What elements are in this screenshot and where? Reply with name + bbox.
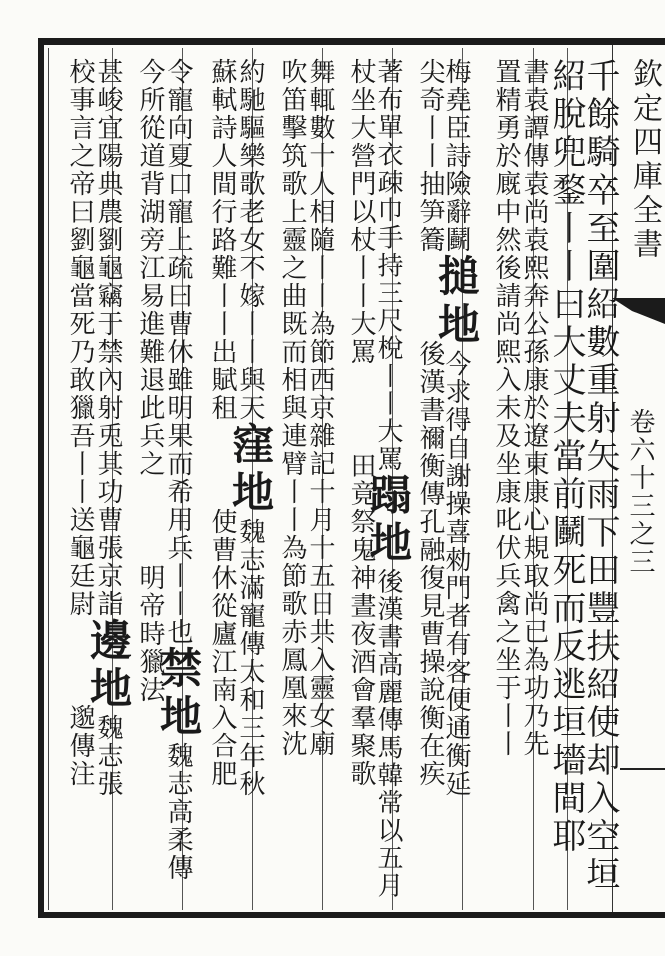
- column-text-tail: 後漢書高麗傳馬韓常以五月: [373, 567, 403, 900]
- banxin-lower-rule: [620, 768, 665, 770]
- column-text-lead: 著布單衣疎巾手持三尺梲丨丨大罵: [373, 58, 403, 473]
- column-text-lead: 甚峻宜陽典農劉龜竊于禁內射兎其功曹張京詣: [93, 58, 123, 618]
- entry-headword: 搥地: [432, 254, 481, 350]
- entry-headword: 禁地: [154, 646, 203, 742]
- column-text: 置精勇於廐中然後請尚熙入未及坐康叱伏兵禽之坐于丨丨: [491, 58, 521, 758]
- column-text: 千餘騎卒至圍紹數重射矢雨下田豐扶紹使却入空垣: [580, 58, 620, 894]
- column-text-lead: 約馳驅樂歌老女不嫁丨丨與天: [235, 58, 265, 422]
- column-text: 舞輒數十人相隨丨丨為節西京雜記十月十五日共入靈女廟: [305, 58, 335, 758]
- text-column-16: [54, 58, 106, 788]
- frame-border-left: [38, 38, 44, 918]
- column-text: 紹脫兜鍪丨丨曰大丈夫當前鬭死而反逃垣墻間耶: [546, 58, 586, 856]
- entry-headword: 窪地: [226, 422, 275, 518]
- column-text-tail: 魏志張: [93, 714, 123, 798]
- column-text-lead: 尖奇丨丨抽笋簥: [415, 58, 445, 254]
- entry-headword: 蹋地: [364, 472, 413, 568]
- banxin-volume: 卷六十三之三: [625, 408, 655, 576]
- frame-inner-rule: [48, 48, 49, 910]
- column-text-lead: 今所從道背湖旁江易進難退此兵之: [135, 58, 165, 478]
- column-text-tail: 明帝時獵法: [135, 564, 165, 704]
- column-text-tail: 今求得自謝操喜勑門者有客便通衡延: [441, 350, 471, 798]
- column-text-tail: 魏志高柔傳: [163, 742, 193, 882]
- frame-border-bottom: [38, 912, 665, 918]
- column-text-tail: 後漢書禰衡傳孔融復見曹操說衡在疾: [415, 340, 445, 788]
- column-text: 書袁譚傳袁尚袁熙奔公孫康於遼東康心規取尚已為功乃先: [519, 58, 549, 758]
- column-text: 吹笛擊筑歌上靈之曲既而相與連臂丨丨為節歌赤鳳凰來沈: [277, 58, 307, 758]
- column-text-lead: 梅堯臣詩險辭鬬: [441, 58, 471, 254]
- column-text-lead: 杖坐大營門以杖丨丨大罵: [346, 58, 376, 366]
- column-text-tail: 使曹休從廬江南入合肥: [207, 508, 237, 788]
- entry-headword: 邊地: [84, 618, 133, 714]
- column-text-lead: 蘇軾詩人間行路難丨丨出賦租: [207, 58, 237, 422]
- frame-border-top: [38, 38, 665, 45]
- column-text-tail: 邈傳注: [65, 704, 95, 788]
- column-text-lead: 令寵向夏口寵上疏曰曹休雖明果而希用兵丨丨也: [163, 58, 193, 646]
- column-text-tail: 田竟祭鬼神晝夜酒會羣聚歌: [346, 452, 376, 788]
- text-column-4: [480, 58, 532, 758]
- column-text-tail: 魏志滿寵傳太和三年秋: [235, 518, 265, 798]
- banxin-title: 欽定四庫全書: [627, 58, 662, 262]
- column-text-lead: 校事言之帝曰劉龜當死乃敢獵吾丨丨送龜廷尉: [65, 58, 95, 618]
